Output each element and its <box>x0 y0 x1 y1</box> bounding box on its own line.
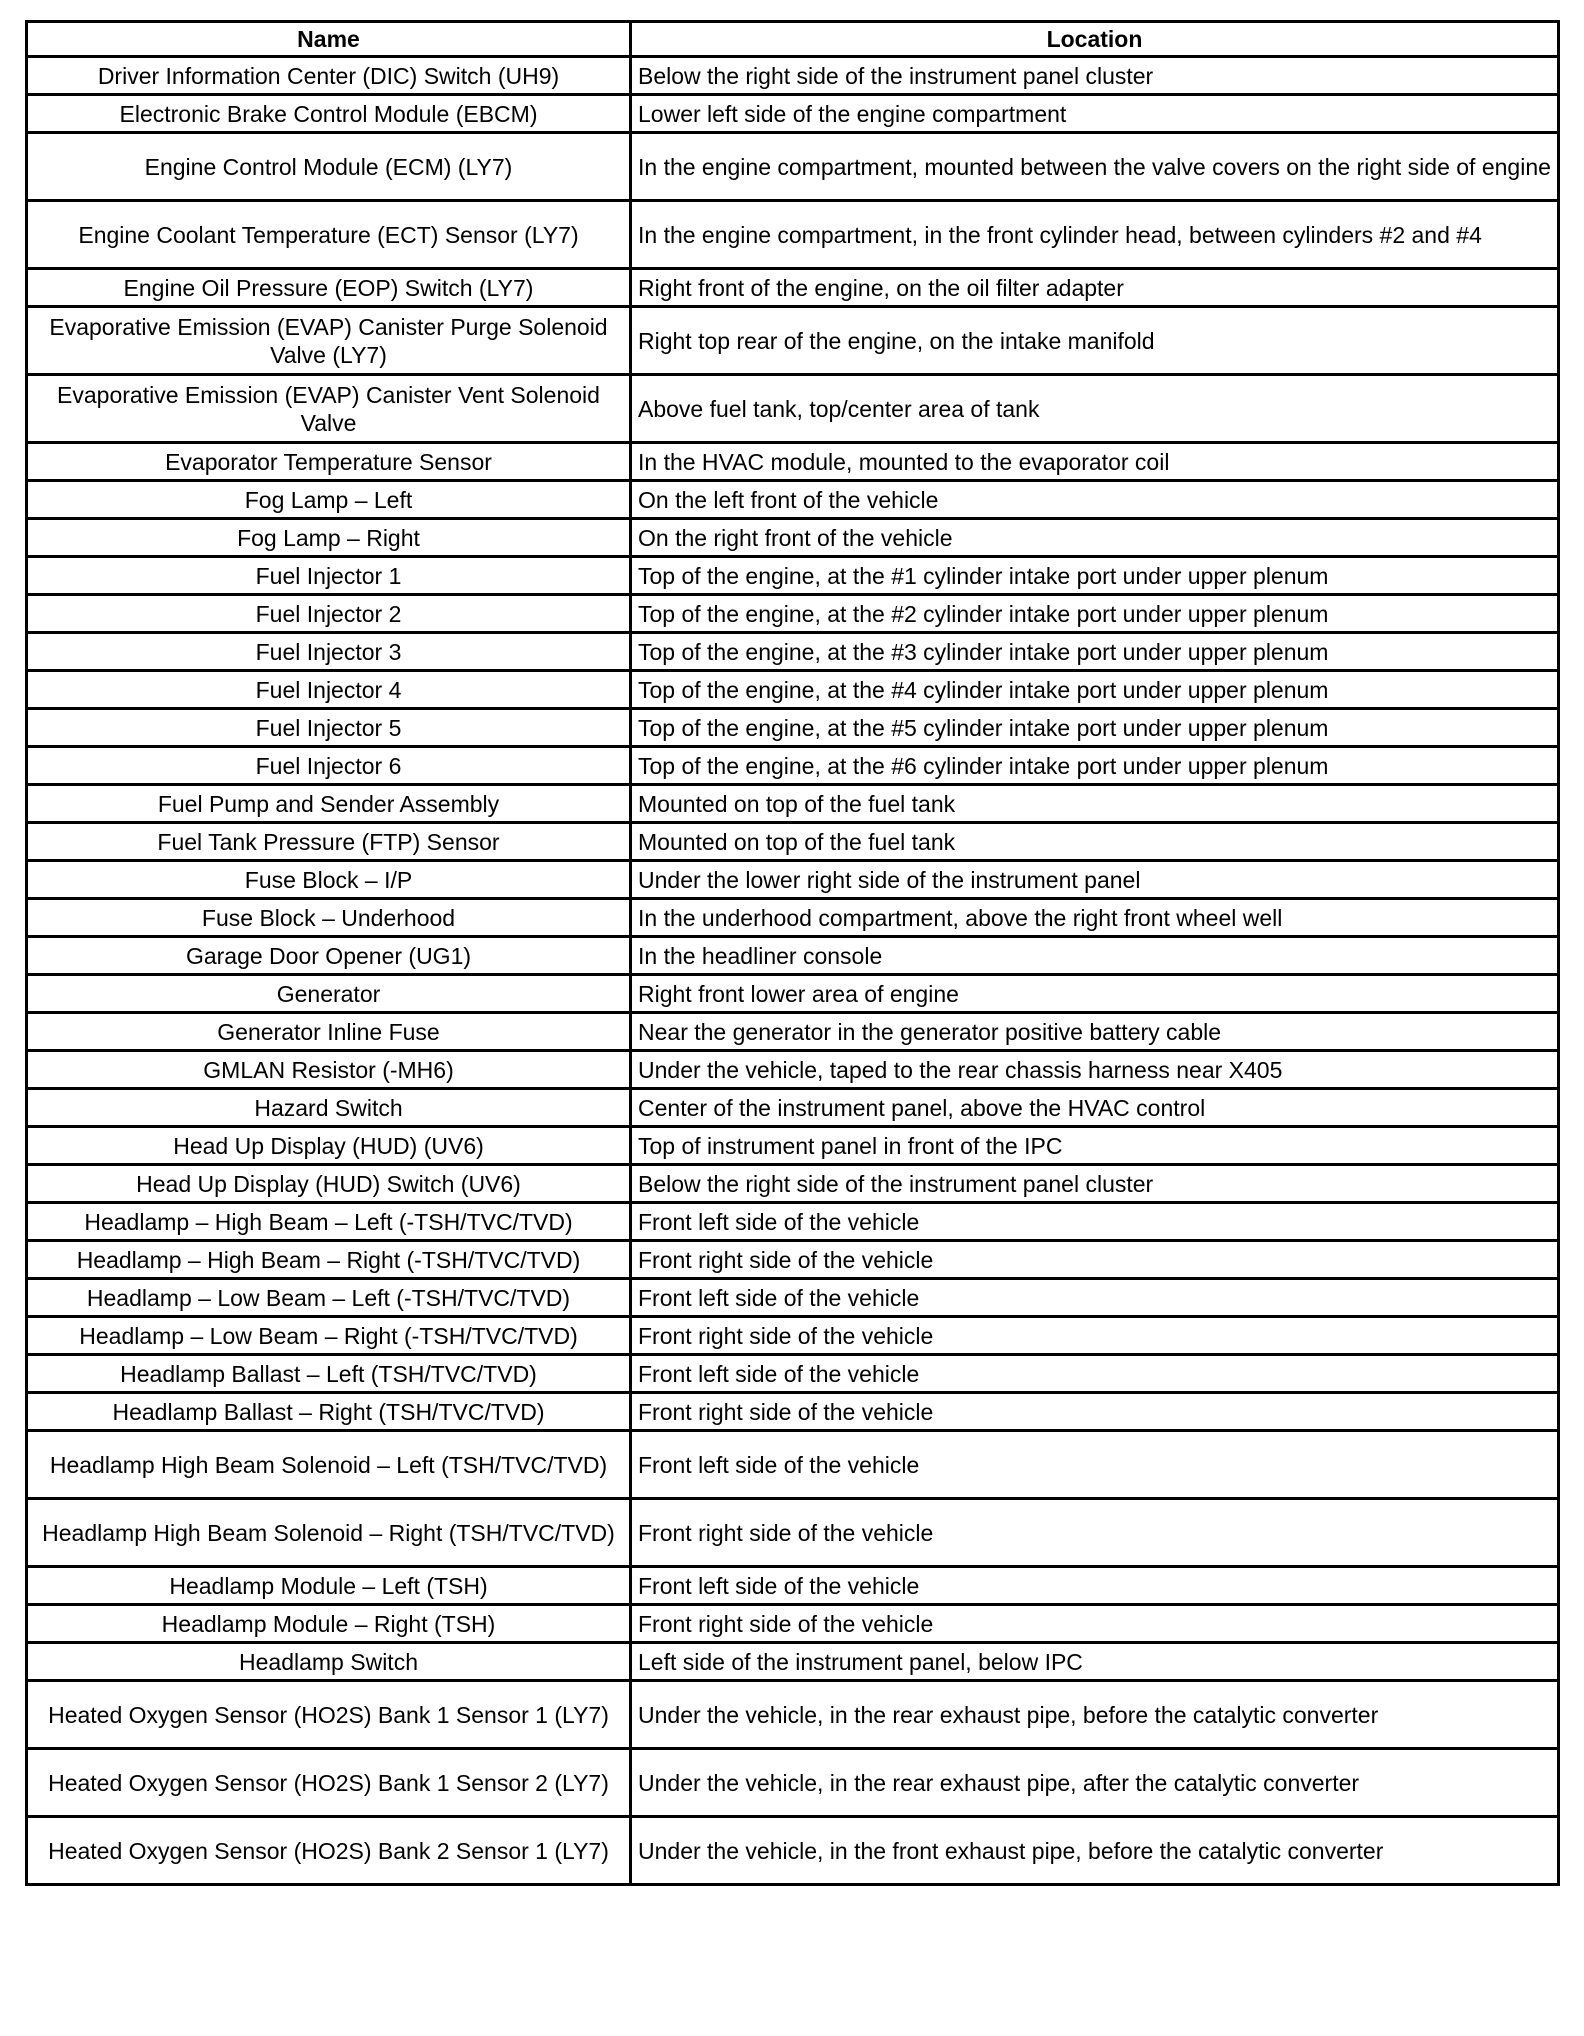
component-name-cell: Fuel Injector 4 <box>27 671 631 709</box>
component-location-cell: In the engine compartment, in the front cylinder head, between cylinders #2 and #4 <box>631 201 1559 269</box>
component-location-cell: Front right side of the vehicle <box>631 1241 1559 1279</box>
component-name-cell: Driver Information Center (DIC) Switch (UH9) <box>27 57 631 95</box>
table-row <box>27 709 1559 747</box>
component-name-cell: Hazard Switch <box>27 1089 631 1127</box>
component-name-cell: Fuse Block – I/P <box>27 861 631 899</box>
table-row <box>27 557 1559 595</box>
component-location-cell: Front right side of the vehicle <box>631 1605 1559 1643</box>
table-row <box>27 519 1559 557</box>
table-row <box>27 1817 1559 1885</box>
component-location-cell: Front right side of the vehicle <box>631 1499 1559 1567</box>
component-location-table <box>25 20 1560 1886</box>
component-location-cell: Front left side of the vehicle <box>631 1431 1559 1499</box>
component-location-cell: Front right side of the vehicle <box>631 1393 1559 1431</box>
component-location-cell: Top of the engine, at the #6 cylinder intake port under upper plenum <box>631 747 1559 785</box>
table-row <box>27 1643 1559 1681</box>
table-row <box>27 201 1559 269</box>
component-location-cell: In the underhood compartment, above the right front wheel well <box>631 899 1559 937</box>
component-name-cell: Generator <box>27 975 631 1013</box>
component-name-cell: Headlamp – High Beam – Right (-TSH/TVC/TVD) <box>27 1241 631 1279</box>
component-name-cell: Headlamp High Beam Solenoid – Left (TSH/TVC/TVD) <box>27 1431 631 1499</box>
component-name-cell: Generator Inline Fuse <box>27 1013 631 1051</box>
table-row <box>27 861 1559 899</box>
component-location-cell: Top of the engine, at the #4 cylinder intake port under upper plenum <box>631 671 1559 709</box>
component-location-cell: Top of the engine, at the #5 cylinder intake port under upper plenum <box>631 709 1559 747</box>
table-row <box>27 1127 1559 1165</box>
component-location-cell: Under the vehicle, in the rear exhaust pipe, after the catalytic converter <box>631 1749 1559 1817</box>
name-column-header: Name <box>27 22 631 57</box>
table-row <box>27 899 1559 937</box>
component-location-cell: Mounted on top of the fuel tank <box>631 785 1559 823</box>
table-row <box>27 1605 1559 1643</box>
component-location-cell: Front right side of the vehicle <box>631 1317 1559 1355</box>
component-location-cell: Near the generator in the generator positive battery cable <box>631 1013 1559 1051</box>
component-name-cell: Fuel Injector 1 <box>27 557 631 595</box>
component-name-cell: Fuel Tank Pressure (FTP) Sensor <box>27 823 631 861</box>
component-location-cell: Top of the engine, at the #2 cylinder intake port under upper plenum <box>631 595 1559 633</box>
component-location-cell: Under the vehicle, in the rear exhaust pipe, before the catalytic converter <box>631 1681 1559 1749</box>
location-column-header: Location <box>631 22 1559 57</box>
component-name-cell: Headlamp – High Beam – Left (-TSH/TVC/TVD) <box>27 1203 631 1241</box>
component-name-cell: Evaporative Emission (EVAP) Canister Vent Solenoid Valve <box>27 375 631 443</box>
component-name-cell: Headlamp – Low Beam – Right (-TSH/TVC/TVD) <box>27 1317 631 1355</box>
component-location-cell: Above fuel tank, top/center area of tank <box>631 375 1559 443</box>
component-location-cell: On the left front of the vehicle <box>631 481 1559 519</box>
table-row <box>27 747 1559 785</box>
table-row <box>27 1051 1559 1089</box>
component-name-cell: Evaporative Emission (EVAP) Canister Purge Solenoid Valve (LY7) <box>27 307 631 375</box>
component-location-cell: In the HVAC module, mounted to the evaporator coil <box>631 443 1559 481</box>
table-row <box>27 937 1559 975</box>
component-location-cell: Below the right side of the instrument panel cluster <box>631 1165 1559 1203</box>
component-name-cell: Heated Oxygen Sensor (HO2S) Bank 1 Sensor 2 (LY7) <box>27 1749 631 1817</box>
component-location-cell: Front left side of the vehicle <box>631 1355 1559 1393</box>
header-row <box>27 22 1559 57</box>
table-row <box>27 595 1559 633</box>
table-row <box>27 1241 1559 1279</box>
table-row <box>27 443 1559 481</box>
component-name-cell: Headlamp Ballast – Left (TSH/TVC/TVD) <box>27 1355 631 1393</box>
table-row <box>27 1393 1559 1431</box>
component-location-cell: Right front of the engine, on the oil filter adapter <box>631 269 1559 307</box>
component-name-cell: Heated Oxygen Sensor (HO2S) Bank 1 Sensor 1 (LY7) <box>27 1681 631 1749</box>
component-location-cell: In the headliner console <box>631 937 1559 975</box>
table-row <box>27 975 1559 1013</box>
table-row <box>27 1681 1559 1749</box>
component-name-cell: Fuse Block – Underhood <box>27 899 631 937</box>
component-name-cell: Headlamp High Beam Solenoid – Right (TSH/TVC/TVD) <box>27 1499 631 1567</box>
component-name-cell: Electronic Brake Control Module (EBCM) <box>27 95 631 133</box>
component-location-cell: Lower left side of the engine compartment <box>631 95 1559 133</box>
table-row <box>27 481 1559 519</box>
table-row <box>27 823 1559 861</box>
table-row <box>27 1355 1559 1393</box>
component-name-cell: Fog Lamp – Left <box>27 481 631 519</box>
component-name-cell: Fuel Pump and Sender Assembly <box>27 785 631 823</box>
component-location-cell: Right top rear of the engine, on the intake manifold <box>631 307 1559 375</box>
component-name-cell: Engine Oil Pressure (EOP) Switch (LY7) <box>27 269 631 307</box>
table-row <box>27 671 1559 709</box>
component-name-cell: Heated Oxygen Sensor (HO2S) Bank 2 Sensor 1 (LY7) <box>27 1817 631 1885</box>
component-location-cell: Center of the instrument panel, above the HVAC control <box>631 1089 1559 1127</box>
component-location-cell: Top of the engine, at the #1 cylinder intake port under upper plenum <box>631 557 1559 595</box>
component-name-cell: Fuel Injector 5 <box>27 709 631 747</box>
component-location-cell: Under the lower right side of the instrument panel <box>631 861 1559 899</box>
component-name-cell: Headlamp – Low Beam – Left (-TSH/TVC/TVD) <box>27 1279 631 1317</box>
component-location-cell: Front left side of the vehicle <box>631 1567 1559 1605</box>
component-location-cell: Mounted on top of the fuel tank <box>631 823 1559 861</box>
table-row <box>27 1317 1559 1355</box>
component-location-cell: In the engine compartment, mounted between the valve covers on the right side of engine <box>631 133 1559 201</box>
component-name-cell: Engine Coolant Temperature (ECT) Sensor (LY7) <box>27 201 631 269</box>
component-name-cell: Headlamp Module – Left (TSH) <box>27 1567 631 1605</box>
component-name-cell: GMLAN Resistor (-MH6) <box>27 1051 631 1089</box>
component-name-cell: Engine Control Module (ECM) (LY7) <box>27 133 631 201</box>
component-name-cell: Headlamp Ballast – Right (TSH/TVC/TVD) <box>27 1393 631 1431</box>
component-location-cell: Left side of the instrument panel, below IPC <box>631 1643 1559 1681</box>
table-row <box>27 1089 1559 1127</box>
component-name-cell: Head Up Display (HUD) (UV6) <box>27 1127 631 1165</box>
component-name-cell: Garage Door Opener (UG1) <box>27 937 631 975</box>
table-row <box>27 133 1559 201</box>
component-name-cell: Fuel Injector 3 <box>27 633 631 671</box>
component-name-cell: Evaporator Temperature Sensor <box>27 443 631 481</box>
component-location-cell: Front left side of the vehicle <box>631 1203 1559 1241</box>
table-row <box>27 1499 1559 1567</box>
component-location-cell: Under the vehicle, in the front exhaust pipe, before the catalytic converter <box>631 1817 1559 1885</box>
table-row <box>27 1165 1559 1203</box>
table-row <box>27 95 1559 133</box>
table-row <box>27 375 1559 443</box>
component-name-cell: Headlamp Module – Right (TSH) <box>27 1605 631 1643</box>
table-row <box>27 785 1559 823</box>
table-row <box>27 1013 1559 1051</box>
table-row <box>27 1749 1559 1817</box>
table-row <box>27 1431 1559 1499</box>
component-name-cell: Fog Lamp – Right <box>27 519 631 557</box>
table-row <box>27 1203 1559 1241</box>
component-name-cell: Head Up Display (HUD) Switch (UV6) <box>27 1165 631 1203</box>
table-body <box>27 57 1559 1885</box>
component-location-cell: Below the right side of the instrument panel cluster <box>631 57 1559 95</box>
component-name-cell: Headlamp Switch <box>27 1643 631 1681</box>
component-location-cell: Under the vehicle, taped to the rear chassis harness near X405 <box>631 1051 1559 1089</box>
table-row <box>27 269 1559 307</box>
component-location-cell: Front left side of the vehicle <box>631 1279 1559 1317</box>
table-row <box>27 1567 1559 1605</box>
table-row <box>27 307 1559 375</box>
component-location-cell: Right front lower area of engine <box>631 975 1559 1013</box>
component-location-cell: Top of instrument panel in front of the IPC <box>631 1127 1559 1165</box>
table-row <box>27 1279 1559 1317</box>
component-location-cell: Top of the engine, at the #3 cylinder intake port under upper plenum <box>631 633 1559 671</box>
component-name-cell: Fuel Injector 2 <box>27 595 631 633</box>
component-name-cell: Fuel Injector 6 <box>27 747 631 785</box>
table-row <box>27 57 1559 95</box>
component-location-cell: On the right front of the vehicle <box>631 519 1559 557</box>
table-row <box>27 633 1559 671</box>
